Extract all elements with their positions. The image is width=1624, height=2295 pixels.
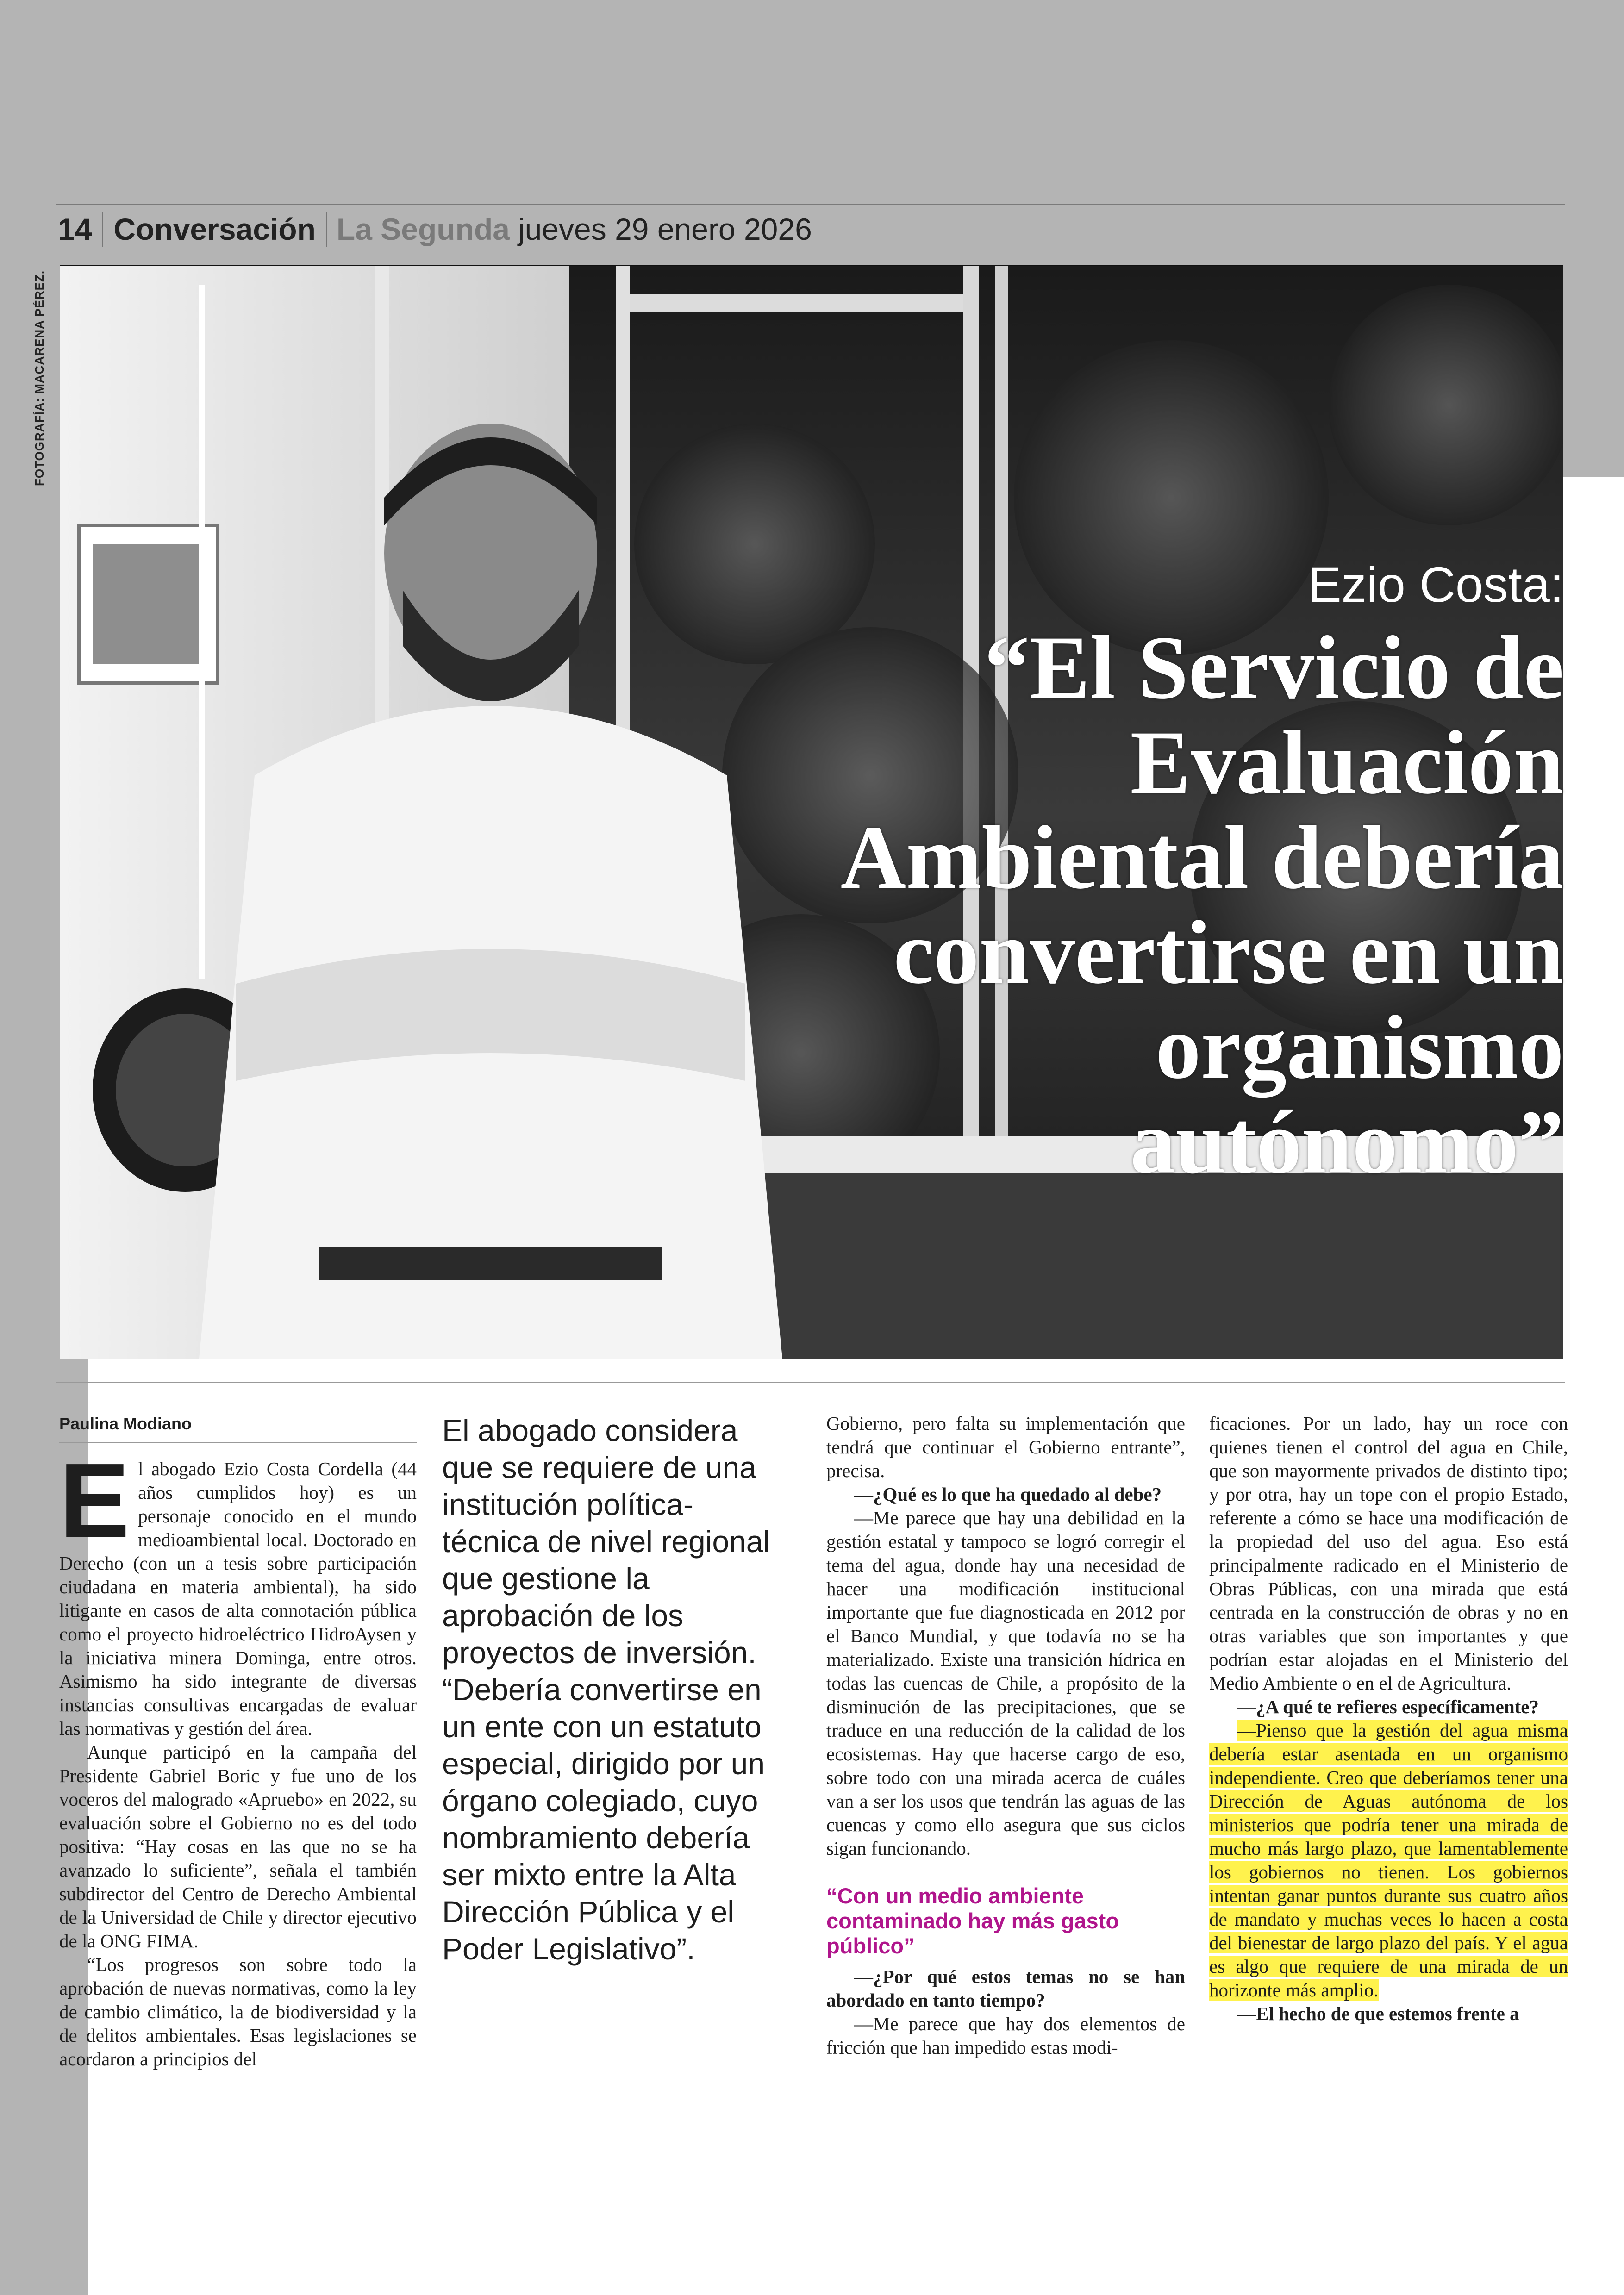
section-rule [56, 1382, 1565, 1383]
answer: —Me parece que hay dos elementos de fricción que han impedido estas modi- [826, 2013, 1185, 2058]
column-1 [59, 1412, 417, 2071]
header-rule [56, 204, 1565, 205]
paragraph: Aunque participó en la campaña del Presidente Gabriel Boric y fue uno de los voceros del malogrado «Apruebo» en 2022, su evaluación sobre el Gobierno no es del todo positiva: “Hay cosas en las que no se ha avanzado lo suficiente”, señala el también subdirector del Centro de Derecho Ambiental de la Universidad de Chile y director ejecutivo de la ONG FIMA. [59, 1741, 417, 1952]
headline: “El Servicio de Evaluación Ambiental debería convertirse en un organismo autónomo” [840, 617, 1564, 1192]
newspaper-name: La Segunda [336, 212, 510, 246]
subheading: “Con un medio ambiente contaminado hay más gasto público” [826, 1883, 1119, 1958]
photo-credit: FOTOGRAFÍA: MACARENA PÉREZ. [32, 270, 46, 486]
paragraph: l abogado Ezio Costa Cordella (44 años cumplidos hoy) es un personaje conocido en el mundo medioambiental local. Doctorado en Derecho (con un a tesis sobre participación ciudadana en materia ambiental), ha sido litigante en casos de alta connotación pública como el proyecto hidroeléctrico HidroAysen y la iniciativa minera Dominga, entre otros. Asimismo ha sido integrante de diversas instancias consultivas encargadas de evaluar las normativas y gestión del área. [59, 1458, 417, 1739]
interviewee-kicker: Ezio Costa: [1308, 556, 1564, 612]
highlighted-answer [1209, 1719, 1568, 2002]
paragraph: Gobierno, pero falta su implementación que tendrá que continuar el Gobierno entrante”, precisa. [826, 1413, 1185, 1481]
section-name: Conversación [103, 212, 327, 247]
paragraph: ficaciones. Por un lado, hay un roce con quienes tienen el control del agua en Chile, que son mayormente privados de distinto tipo; y por otra, hay un tope con el propio Estado, referente a cómo se hace una modificación de la propiedad del uso del agua. Eso está principalmente radicado en el Ministerio de Obras Públicas, con una mirada que está centrada en la construcción de obras y no en otras variables que son importantes y que podrían estar alojadas en el Ministerio del Medio Ambiente o en el de Agricultura. [1209, 1413, 1568, 1694]
answer: —Me parece que hay una debilidad en la gestión estatal y tampoco se logró corregir el tema del agua, donde hay una necesidad de hacer una modificación institucional importante que fue diagnosticada en 2012 por el Banco Mundial, y que todavía no se ha materializado. Existe una transición hídrica en todas las cuencas de Chile, a propósito de la disminución de las precipitaciones, que se traduce en una reducción de la calidad de los ecosistemas. Hay que hacerse cargo de eso, sobre todo con una mirada acerca de cuáles van a ser los usos que tendrán las aguas de las cuencas y como ello asegura que sus ciclos sigan funcionando. [826, 1507, 1185, 1859]
question: —¿Por qué estos temas no se han abordado en tanto tiempo? [826, 1966, 1185, 2011]
highlight: —Pienso que la gestión del agua misma debería estar asentada en un organismo independiente. Creo que deberíamos tener una Dirección de Aguas autónoma de los ministerios que podría tener una mirada de mucho más largo plazo, que lamentablemente los gobiernos no tienen. Los gobiernos intentan ganar puntos durante sus cuatro años de mandato y muchas veces lo hacen a costa del bienestar de largo plazo del país. Y el agua es algo que requiere de una mirada de un horizonte más amplio. [1209, 1720, 1568, 2001]
column-4 [1209, 1412, 1568, 2026]
column-2 [442, 1412, 775, 1967]
question: —¿A qué te refieres específicamente? [1237, 1696, 1539, 1717]
column-3 [826, 1412, 1185, 2059]
paragraph: “Los progresos son sobre todo la aprobación de nuevas normativas, como la ley de cambio climático, la de biodiversidad y la de delitos ambientales. Esas legislaciones se acordaron a principios del [59, 1954, 417, 2070]
page-number: 14 [58, 212, 103, 247]
issue-date: jueves 29 enero 2026 [518, 212, 812, 246]
drop-cap: E [59, 1442, 130, 1559]
question: —¿Qué es lo que ha quedado al debe? [854, 1484, 1162, 1505]
article-deck: El abogado considera que se requiere de una institución política-técnica de nivel regional que gestione la aprobación de los proyectos de inversión. “Debería convertirse en un ente con un estatuto especial, dirigido por un órgano colegiado, cuyo nombramiento debería ser mixto entre la Alta Dirección Pública y el Poder Legislativo”. [442, 1413, 770, 1966]
page-header [58, 208, 812, 250]
byline: Paulina Modiano [59, 1412, 417, 1443]
question: —El hecho de que estemos frente a [1237, 2003, 1519, 2024]
